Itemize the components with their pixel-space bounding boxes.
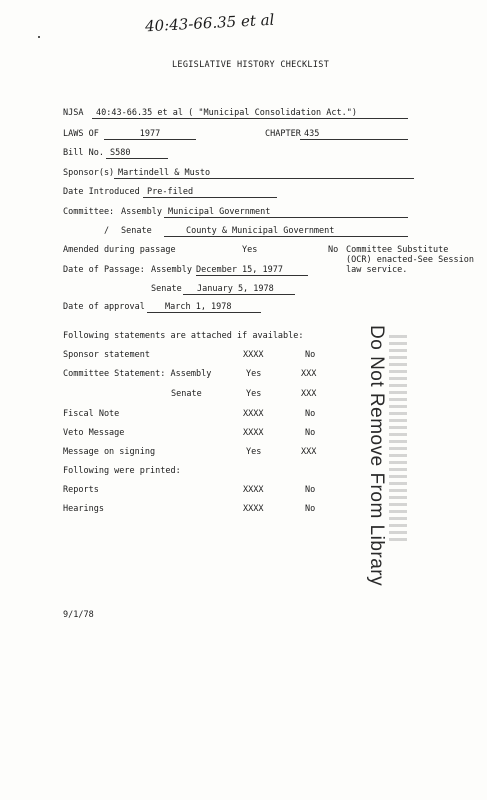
passage-senate-value: January 5, 1978 xyxy=(197,284,274,294)
amended-label: Amended during passage xyxy=(63,245,176,255)
library-stamp-text: Do Not Remove From Library xyxy=(366,325,387,587)
attached-header: Following statements are attached if available: xyxy=(63,331,304,341)
attached-label: Sponsor statement xyxy=(63,350,150,360)
printed-label: Hearings xyxy=(63,504,104,514)
attached-label: Senate xyxy=(171,389,202,399)
attached-label: Veto Message xyxy=(63,428,125,438)
substitute-note xyxy=(346,245,474,275)
attached-yes: Yes xyxy=(246,389,262,399)
date-of-approval-value: March 1, 1978 xyxy=(165,302,232,312)
laws-of-value: 1977 xyxy=(139,129,161,139)
date-of-passage-label: Date of Passage: xyxy=(63,265,145,275)
sponsors-label: Sponsor(s) xyxy=(63,168,115,178)
attached-no: XXX xyxy=(301,369,317,379)
attached-yes: Yes xyxy=(246,447,262,457)
printed-header: Following were printed: xyxy=(63,466,181,476)
passage-assembly-field xyxy=(196,265,308,276)
passage-senate-label: Senate xyxy=(151,284,182,294)
attached-no: No xyxy=(305,428,316,438)
passage-senate-field xyxy=(183,284,295,295)
amended-no: No xyxy=(328,245,339,255)
date-of-approval-field xyxy=(147,302,261,313)
committee-assembly-label: Assembly xyxy=(121,207,162,217)
substitute-note-line: law service. xyxy=(346,265,408,275)
njsa-value: 40:43-66.35 et al ( "Municipal Consolidation Act.") xyxy=(96,108,357,118)
attached-label: Message on signing xyxy=(63,447,156,457)
sponsors-value: Martindell & Musto xyxy=(118,168,211,178)
passage-assembly-value: December 15, 1977 xyxy=(196,265,283,275)
passage-assembly-label: Assembly xyxy=(151,265,192,275)
printed-no: No xyxy=(305,504,316,514)
committee-assembly-field xyxy=(164,207,408,218)
attached-yes: XXXX xyxy=(243,428,264,438)
page-title: LEGISLATIVE HISTORY CHECKLIST xyxy=(172,60,330,70)
committee-assembly-value: Municipal Government xyxy=(168,207,271,217)
njsa-field xyxy=(92,108,408,119)
attached-no: No xyxy=(305,350,316,360)
njsa-label: NJSA xyxy=(63,108,84,118)
handwritten-reference: 40:43-66.35 et al xyxy=(144,10,275,36)
chapter-field xyxy=(300,129,408,140)
chapter-label: CHAPTER xyxy=(265,129,301,139)
attached-yes: XXXX xyxy=(243,350,264,360)
committee-senate-field xyxy=(164,226,408,237)
printed-yes: XXXX xyxy=(243,485,264,495)
date-of-approval-label: Date of approval xyxy=(63,302,145,312)
attached-yes: XXXX xyxy=(243,409,264,419)
amended-yes: Yes xyxy=(242,245,258,255)
committee-senate-mark: / xyxy=(104,226,110,236)
attached-no: No xyxy=(305,409,316,419)
substitute-note-line: (OCR) enacted-See Session xyxy=(346,255,474,265)
attached-no: XXX xyxy=(301,447,317,457)
scan-speck xyxy=(38,36,40,38)
printed-yes: XXXX xyxy=(243,504,264,514)
committee-label: Committee: xyxy=(63,207,115,217)
attached-no: XXX xyxy=(301,389,317,399)
substitute-note-line: Committee Substitute xyxy=(346,245,449,255)
printed-no: No xyxy=(305,485,316,495)
attached-label: Fiscal Note xyxy=(63,409,120,419)
laws-of-field xyxy=(104,129,196,140)
date-introduced-label: Date Introduced xyxy=(63,187,140,197)
attached-yes: Yes xyxy=(246,369,262,379)
laws-of-label: LAWS OF xyxy=(63,129,99,139)
attached-label: Committee Statement: Assembly xyxy=(63,369,212,379)
committee-senate-label: Senate xyxy=(121,226,152,236)
bill-no-field xyxy=(106,148,168,159)
library-stamp-smudge xyxy=(389,335,407,545)
committee-senate-value: County & Municipal Government xyxy=(186,226,335,236)
bill-no-value: S580 xyxy=(110,148,131,158)
date-introduced-field xyxy=(143,187,277,198)
footer-date: 9/1/78 xyxy=(63,610,94,620)
library-stamp xyxy=(365,325,399,587)
sponsors-field xyxy=(114,168,414,179)
bill-no-label: Bill No. xyxy=(63,148,104,158)
date-introduced-value: Pre-filed xyxy=(147,187,194,197)
printed-label: Reports xyxy=(63,485,99,495)
chapter-value: 435 xyxy=(304,129,320,139)
